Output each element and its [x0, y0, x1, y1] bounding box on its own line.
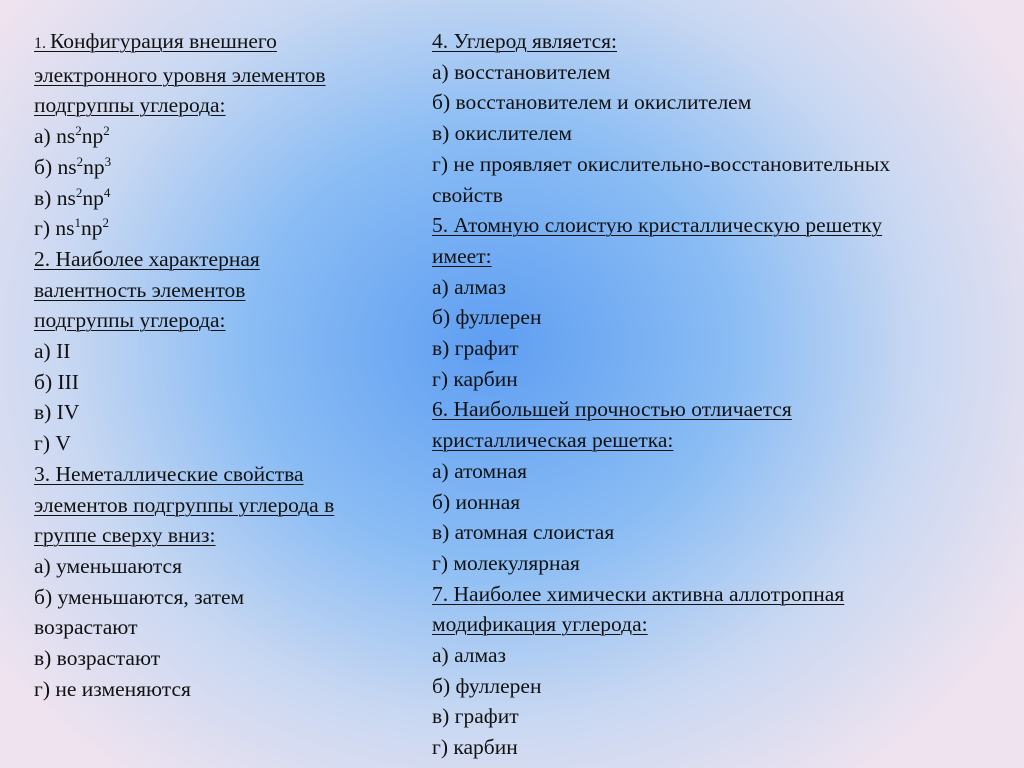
question-2-line-2: валентность элементов — [34, 277, 246, 302]
question-2-line-3: подгруппы углерода: — [34, 308, 226, 333]
q5-option-d: г) карбин — [432, 366, 518, 391]
question-3-line-3: группе сверху вниз: — [34, 523, 216, 548]
q6-option-b: б) ионная — [432, 489, 521, 514]
q5-option-b: б) фуллерен — [432, 305, 542, 330]
question-7-line-1: 7. Наиболее химически активна аллотропная — [432, 581, 845, 606]
q4-option-d: г) не проявляет окислительно-восстановительных — [432, 151, 891, 176]
question-7-line-2: модификация углерода: — [432, 612, 648, 637]
question-1-number: 1 — [34, 35, 42, 52]
q1-option-b: б) $ns^2np^3$ — [34, 153, 112, 179]
q7-option-c: в) графит — [432, 704, 519, 729]
q3-option-b-cont: возрастают — [34, 615, 138, 640]
q4-option-c: в) окислителем — [432, 121, 572, 146]
q6-option-d: г) молекулярная — [432, 550, 580, 575]
question-2-line-1: 2. Наиболее характерная — [34, 246, 260, 271]
question-1-line-3: подгруппы углерода: — [34, 93, 226, 118]
q6-option-c: в) атомная слоистая — [432, 520, 615, 545]
question-6-line-1: 6. Наибольшей прочностью отличается — [432, 397, 792, 422]
q2-option-c: в) IV — [34, 400, 80, 425]
question-1-line-1: 1. Конфигурация внешнего — [34, 29, 277, 53]
question-5-line-1: 5. Атомную слоистую кристаллическую решетку — [432, 213, 883, 238]
question-6-line-2: кристаллическая решетка: — [432, 428, 674, 453]
q3-option-b: б) уменьшаются, затем — [34, 584, 245, 609]
q1-option-c: в) $ns^2np^4$ — [34, 184, 111, 210]
q4-option-b: б) восстановителем и окислителем — [432, 90, 752, 115]
question-3-line-2: элементов подгруппы углерода в — [34, 492, 335, 517]
q1-option-d: г) $ns^1np^2$ — [34, 215, 109, 241]
q2-option-a: а) II — [34, 339, 71, 364]
question-1-text: Конфигурация внешнего — [50, 29, 277, 53]
question-3-line-1: 3. Неметаллические свойства — [34, 461, 304, 486]
q3-option-a: а) уменьшаются — [34, 553, 182, 578]
right-column — [432, 26, 1002, 763]
q7-option-d: г) карбин — [432, 735, 518, 760]
left-column — [34, 26, 414, 704]
question-5-line-2: имеет: — [432, 243, 492, 268]
q7-option-a: а) алмаз — [432, 643, 507, 668]
q6-option-a: а) атомная — [432, 458, 528, 483]
question-4-line-1: 4. Углерод является: — [432, 29, 618, 53]
q5-option-a: а) алмаз — [432, 274, 507, 299]
q4-option-a: а) восстановителем — [432, 59, 611, 84]
q7-option-b: б) фуллерен — [432, 673, 542, 698]
q1-option-a: а) $ns^2np^2$ — [34, 123, 110, 149]
q3-option-c: в) возрастают — [34, 646, 161, 671]
question-1-line-2: электронного уровня элементов — [34, 62, 326, 87]
q3-option-d: г) не изменяются — [34, 676, 191, 701]
q5-option-c: в) графит — [432, 336, 519, 361]
q4-option-d-cont: свойств — [432, 182, 503, 207]
q2-option-d: г) V — [34, 431, 71, 456]
q2-option-b: б) III — [34, 369, 79, 394]
